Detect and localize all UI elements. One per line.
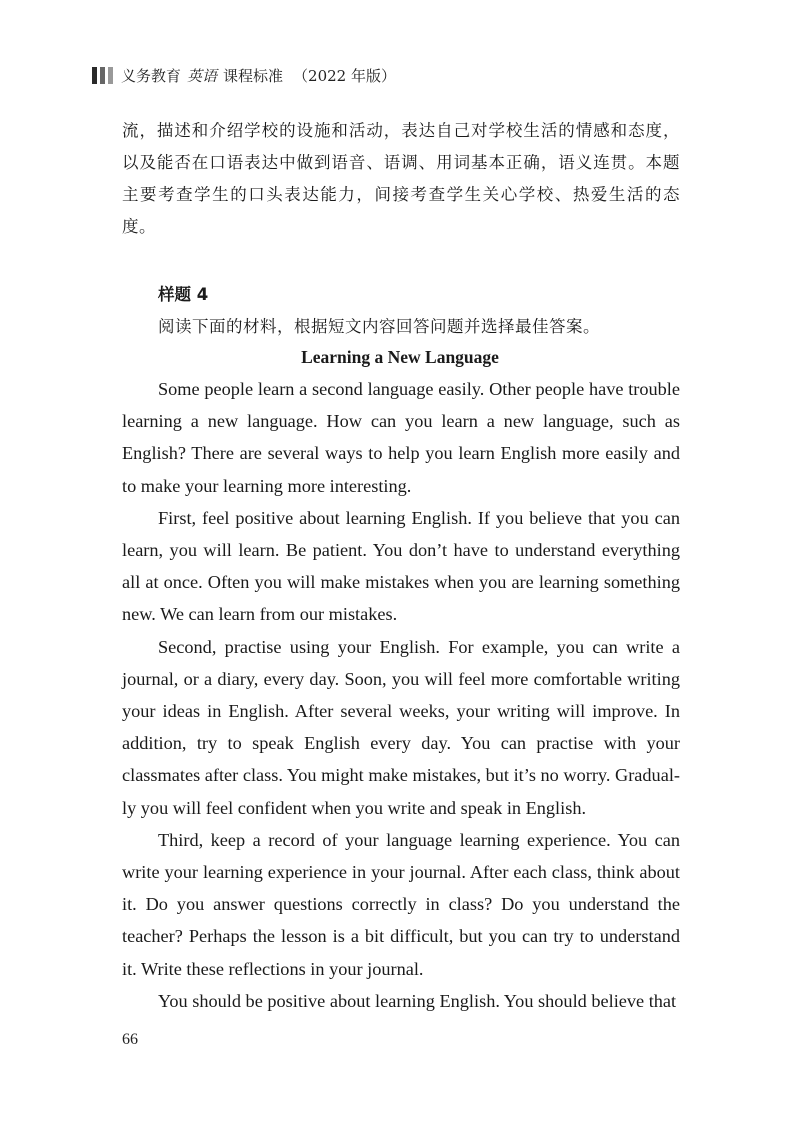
header-subject: 英语 <box>187 66 218 85</box>
sample-title: 样题 4 <box>158 285 209 304</box>
passage-paragraph: Third, keep a record of your language learning experience. You can write your learning experience in your journal. After each class, think about it. Do you answer questions correctly in class? Do you understand the teacher? Perhaps the lesson is a bit difficult, but you can try to understand it. Write these reflections in your journal. <box>122 829 680 979</box>
running-header <box>92 64 396 86</box>
passage-paragraph: First, feel positive about learning English. If you believe that you can learn, you will learn. Be patient. You don’t have to understand everything all at once. Often you will make mistakes when you are learning something new. We can learn from our mistakes. <box>122 507 680 625</box>
header-book-title: 课程标准 <box>223 66 284 85</box>
passage-body <box>122 373 680 1017</box>
header-bars-icon <box>92 67 113 84</box>
passage-paragraph: Some people learn a second language easily. Other people have trouble learning a new language. How can you learn a new language, such as English? There are several ways to help you learn English more easily and to make your learning more interesting. <box>122 379 680 496</box>
header-edition: （2022 年版） <box>293 66 396 85</box>
page-number: 66 <box>122 1031 138 1048</box>
passage-paragraph: You should be positive about learning English. You should believe that <box>158 990 677 1011</box>
passage-title: Learning a New Language <box>301 347 499 367</box>
sample-instruction: 阅读下面的材料，根据短文内容回答问题并选择最佳答案。 <box>158 317 600 336</box>
intro-paragraph: 流，描述和介绍学校的设施和活动，表达自己对学校生活的情感和态度，以及能否在口语表达中做到语音、语调、用词基本正确，语义连贯。本题主要考查学生的口头表达能力，间接考查学生关心学校、热爱生活的态度。 <box>122 121 680 236</box>
header-series: 义务教育 <box>121 66 182 85</box>
passage-paragraph: Second, practise using your English. For example, you can write a journal, or a diary, every day. Soon, you will feel more comfortable writing your ideas in English. After several weeks, your writing will improve. In addition, try to speak English every day. You can practise with your classmates after class. You might make mistakes, but it’s no worry. Gradually you will feel confident when you write and speak in English. <box>122 636 680 818</box>
